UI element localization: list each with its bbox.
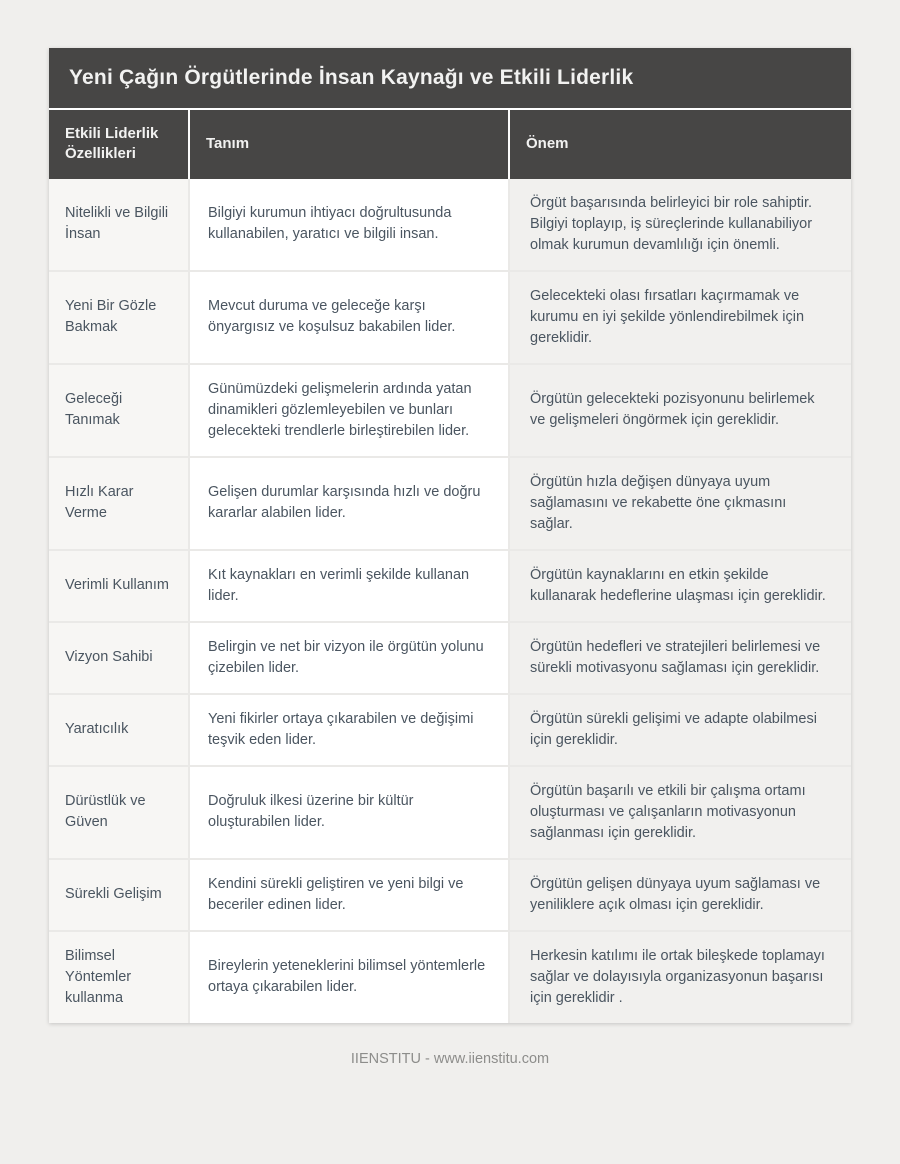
table-row	[49, 622, 851, 694]
footer-attribution: IIENSTITU - www.iienstitu.com	[350, 1050, 550, 1067]
table-header	[49, 110, 851, 179]
importance-cell: Örgütün başarılı ve etkili bir çalışma ortamı oluşturması ve çalışanların motivasyonun sağlanması için gereklidir.	[509, 766, 851, 859]
feature-cell: Vizyon Sahibi	[49, 622, 189, 694]
feature-cell: Nitelikli ve Bilgili İnsan	[49, 179, 189, 271]
definition-cell: Kendini sürekli geliştiren ve yeni bilgi ve beceriler edinen lider.	[189, 859, 509, 931]
feature-cell: Bilimsel Yöntemler kullanma	[49, 931, 189, 1023]
table-row	[49, 271, 851, 364]
feature-cell: Dürüstlük ve Güven	[49, 766, 189, 859]
importance-cell: Gelecekteki olası fırsatları kaçırmamak ve kurumu en iyi şekilde yönlendirebilmek için gereklidir.	[509, 271, 851, 364]
definition-cell: Kıt kaynakları en verimli şekilde kullanan lider.	[189, 550, 509, 622]
feature-cell: Yaratıcılık	[49, 694, 189, 766]
definition-cell: Doğruluk ilkesi üzerine bir kültür oluşturabilen lider.	[189, 766, 509, 859]
importance-cell: Örgütün gelişen dünyaya uyum sağlaması ve yeniliklere açık olması için gereklidir.	[509, 859, 851, 931]
importance-cell: Örgütün kaynaklarını en etkin şekilde kullanarak hedeflerine ulaşması için gereklidir.	[509, 550, 851, 622]
definition-cell: Belirgin ve net bir vizyon ile örgütün yolunu çizebilen lider.	[189, 622, 509, 694]
definition-cell: Gelişen durumlar karşısında hızlı ve doğru kararlar alabilen lider.	[189, 457, 509, 550]
table-row	[49, 457, 851, 550]
table-row	[49, 859, 851, 931]
importance-cell: Örgütün gelecekteki pozisyonunu belirlemek ve gelişmeleri öngörmek için gereklidir.	[509, 364, 851, 457]
importance-cell: Örgütün hedefleri ve stratejileri belirlemesi ve sürekli motivasyonu sağlaması için gereklidir.	[509, 622, 851, 694]
table-row	[49, 766, 851, 859]
table-card	[49, 48, 851, 1023]
feature-cell: Geleceği Tanımak	[49, 364, 189, 457]
table-header-row	[49, 110, 851, 179]
importance-cell: Örgütün sürekli gelişimi ve adapte olabilmesi için gereklidir.	[509, 694, 851, 766]
feature-cell: Verimli Kullanım	[49, 550, 189, 622]
leadership-table	[49, 110, 851, 1023]
table-row	[49, 694, 851, 766]
definition-cell: Bilgiyi kurumun ihtiyacı doğrultusunda kullanabilen, yaratıcı ve bilgili insan.	[189, 179, 509, 271]
definition-cell: Bireylerin yeteneklerini bilimsel yöntemlerle ortaya çıkarabilen lider.	[189, 931, 509, 1023]
table-row	[49, 364, 851, 457]
importance-cell: Örgüt başarısında belirleyici bir role sahiptir. Bilgiyi toplayıp, iş süreçlerinde kullanabiliyor olmak kurumun devamlılığı için önemli.	[509, 179, 851, 271]
feature-cell: Sürekli Gelişim	[49, 859, 189, 931]
column-header-importance: Önem	[509, 110, 851, 179]
table-body	[49, 179, 851, 1023]
definition-cell: Yeni fikirler ortaya çıkarabilen ve değişimi teşvik eden lider.	[189, 694, 509, 766]
feature-cell: Hızlı Karar Verme	[49, 457, 189, 550]
importance-cell: Herkesin katılımı ile ortak bileşkede toplamayı sağlar ve dolayısıyla organizasyonun başarısı için gereklidir .	[509, 931, 851, 1023]
definition-cell: Günümüzdeki gelişmelerin ardında yatan dinamikleri gözlemleyebilen ve bunları gelecekteki trendlerle birleştirebilen lider.	[189, 364, 509, 457]
table-row	[49, 550, 851, 622]
column-header-definition: Tanım	[189, 110, 509, 179]
page-title: Yeni Çağın Örgütlerinde İnsan Kaynağı ve Etkili Liderlik	[49, 48, 851, 110]
definition-cell: Mevcut duruma ve geleceğe karşı önyargısız ve koşulsuz bakabilen lider.	[189, 271, 509, 364]
table-row	[49, 179, 851, 271]
feature-cell: Yeni Bir Gözle Bakmak	[49, 271, 189, 364]
table-row	[49, 931, 851, 1023]
column-header-feature: Etkili Liderlik Özellikleri	[49, 110, 189, 179]
importance-cell: Örgütün hızla değişen dünyaya uyum sağlamasını ve rekabette öne çıkmasını sağlar.	[509, 457, 851, 550]
